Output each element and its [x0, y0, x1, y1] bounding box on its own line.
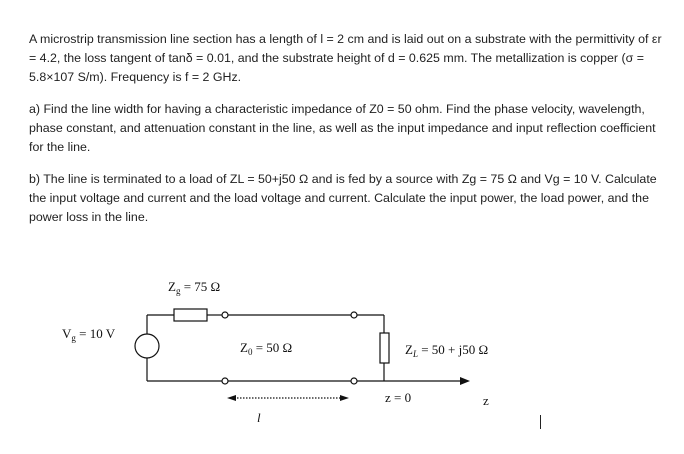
zl-label: $Z_L = 50 + j50$ Ω	[405, 342, 489, 359]
output-bottom-terminal	[351, 378, 357, 384]
problem-part-b: b) The line is terminated to a load of ZL = 50+j50 Ω and is fed by a source with Zg = 75 Ω and Vg = 10 V. Calculate the input voltage and current and the load voltage and current. Calculate the input power, the load power, and the power loss in the line.	[29, 172, 657, 224]
z0-label: $Z_0 = 50$ Ω	[240, 340, 293, 357]
length-arrow-left	[227, 395, 236, 401]
z-origin-label: z = 0	[385, 390, 412, 405]
z-axis-label: z	[483, 393, 489, 408]
z-axis-arrowhead	[460, 377, 470, 385]
input-top-terminal	[222, 312, 228, 318]
zg-label: $Z_g = 75$ Ω	[168, 279, 221, 296]
length-arrow-right	[340, 395, 349, 401]
problem-part-a: a) Find the line width for having a characteristic impedance of Z0 = 50 ohm. Find the phase velocity, wavelength, phase constant, and attenuation constant in the line, as well as the input impedance and input reflection coefficient for the line.	[29, 102, 656, 154]
vg-label: $V_g = 10$ V	[62, 326, 116, 343]
output-top-terminal	[351, 312, 357, 318]
problem-intro: A microstrip transmission line section has a length of l = 2 cm and is laid out on a substrate with the permittivity of εr = 4.2, the loss tangent of tanδ = 0.01, and the substrate height of d = 0.625 mm. The metallization is copper (σ = 5.8×107 S/m). Frequency is f = 2 GHz.	[29, 32, 662, 84]
load-resistor-symbol	[380, 333, 389, 363]
input-bottom-terminal	[222, 378, 228, 384]
text-cursor	[540, 415, 541, 429]
voltage-source-symbol	[135, 334, 159, 358]
length-label: l	[257, 410, 261, 425]
generator-resistor-symbol	[174, 309, 207, 321]
